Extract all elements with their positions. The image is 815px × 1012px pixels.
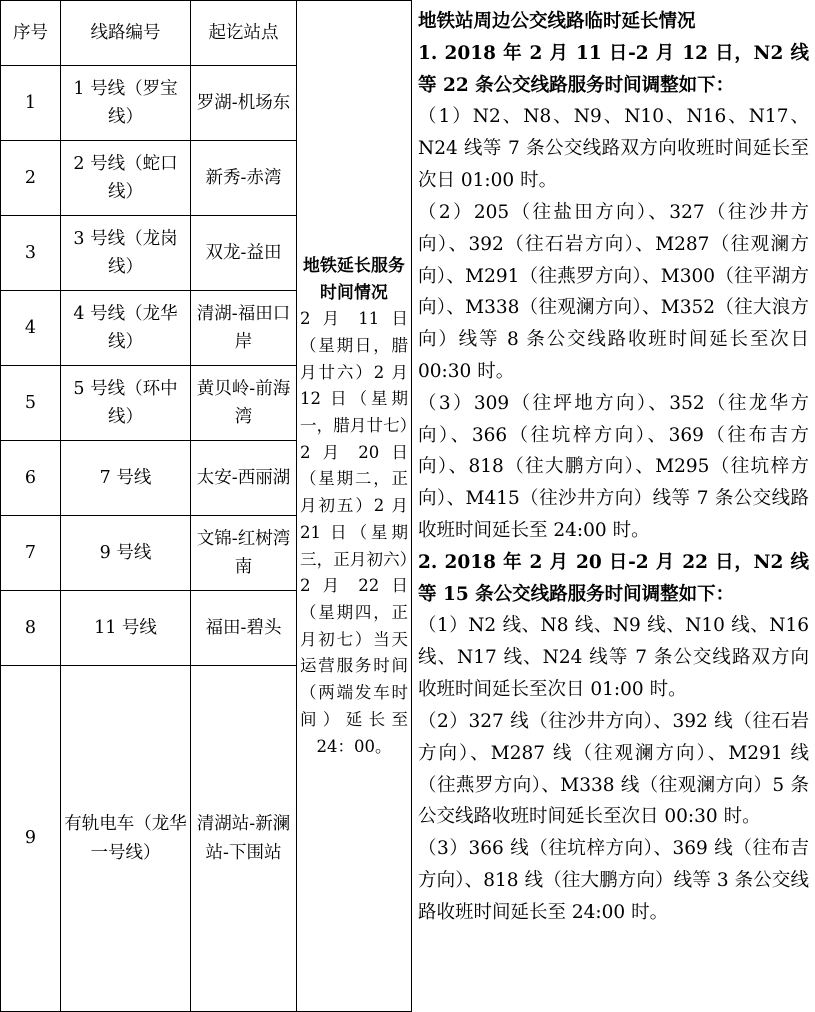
column-header-terminals: 起讫站点 [191, 1, 297, 66]
row-line-code: 9 号线 [61, 516, 191, 591]
row-line-code: 3 号线（龙岗线） [61, 216, 191, 291]
notice-section-1-item-3: （3）309（往坪地方向）、352（往龙华方向）、366（往坑梓方向）、369（往布吉方向）、818（往大鹏方向）、M295（往坑梓方向）、M415（往沙井方向）线等 7 条公交线路收班时间延长至 24:00 时。 [418, 392, 809, 541]
row-terminals: 清湖-福田口岸 [191, 291, 297, 366]
row-sequence: 5 [1, 366, 61, 441]
row-sequence: 7 [1, 516, 61, 591]
row-sequence: 9 [1, 666, 61, 1012]
row-terminals: 罗湖-机场东 [191, 66, 297, 141]
row-sequence: 8 [1, 591, 61, 666]
column-header-line-code: 线路编号 [61, 1, 191, 66]
row-line-code: 5 号线（环中线） [61, 366, 191, 441]
notice-section-1-heading: 1. 2018 年 2 月 11 日-2 月 12 日，N2 线等 22 条公交线路服务时间调整如下： [418, 42, 809, 96]
row-sequence: 4 [1, 291, 61, 366]
metro-lines-table-area [0, 0, 411, 961]
column-header-sequence: 序号 [1, 1, 61, 66]
notice-section-2-item-2: （2）327 线（往沙井方向）、392 线（往石岩方向）、M287 线（往观澜方向）、M291 线（往燕罗方向）、M338 线（往观澜方向）5 条公交线路收班时间延长至次日 00:30 时。 [418, 710, 809, 828]
notice-title: 地铁站周边公交线路临时延长情况 [418, 11, 696, 32]
row-line-code: 2 号线（蛇口线） [61, 141, 191, 216]
table-header-row [1, 1, 412, 66]
row-line-code: 11 号线 [61, 591, 191, 666]
row-sequence: 3 [1, 216, 61, 291]
row-line-code: 4 号线（龙华线） [61, 291, 191, 366]
row-terminals: 双龙-益田 [191, 216, 297, 291]
bus-notice-panel [411, 0, 815, 967]
extension-schedule-title: 地铁延长服务时间情况 [303, 254, 405, 302]
row-terminals: 黄贝岭-前海湾 [191, 366, 297, 441]
row-terminals: 文锦-红树湾南 [191, 516, 297, 591]
row-sequence: 6 [1, 441, 61, 516]
extension-schedule-cell [297, 1, 412, 1012]
row-line-code: 有轨电车（龙华一号线） [61, 666, 191, 1012]
row-sequence: 2 [1, 141, 61, 216]
row-sequence: 1 [1, 66, 61, 141]
row-terminals: 新秀-赤湾 [191, 141, 297, 216]
notice-section-1-item-1: （1）N2、N8、N9、N10、N16、N17、N24 线等 7 条公交线路双方向收班时间延长至次日 01:00 时。 [418, 106, 809, 192]
extension-schedule-body: 2 月 11 日（星期日，腊月廿六）2 月 12 日（星期一，腊月廿七）2 月 20 日（星期二，正月初五）2 月 21 日（星期三，正月初六）2 月 22 日（星期四，正月初七）当天运营服务时间（两端发车时间）延长至 24：00。 [300, 309, 408, 756]
row-terminals: 福田-碧头 [191, 591, 297, 666]
row-line-code: 7 号线 [61, 441, 191, 516]
row-terminals: 太安-西丽湖 [191, 441, 297, 516]
notice-section-2-item-1: （1）N2 线、N8 线、N9 线、N10 线、N16 线、N17 线、N24 线等 7 条公交线路双方向收班时间延长至次日 01:00 时。 [418, 615, 809, 701]
row-line-code: 1 号线（罗宝线） [61, 66, 191, 141]
row-terminals: 清湖站-新澜站-下围站 [191, 666, 297, 1012]
notice-section-1-item-2: （2）205（往盐田方向）、327（往沙井方向）、392（往石岩方向）、M287（往观澜方向）、M291（往燕罗方向）、M300（往平湖方向）、M338（往观澜方向）、M352（往大浪方向）线等 8 条公交线路收班时间延长至次日 00:30 时。 [418, 201, 809, 382]
notice-section-2-item-3: （3）366 线（往坑梓方向）、369 线（往布吉方向）、818 线（往大鹏方向）线等 3 条公交线路收班时间延长至 24:00 时。 [418, 838, 809, 923]
notice-section-2-heading: 2. 2018 年 2 月 20 日-2 月 22 日，N2 线等 15 条公交线路服务时间调整如下： [418, 551, 809, 605]
